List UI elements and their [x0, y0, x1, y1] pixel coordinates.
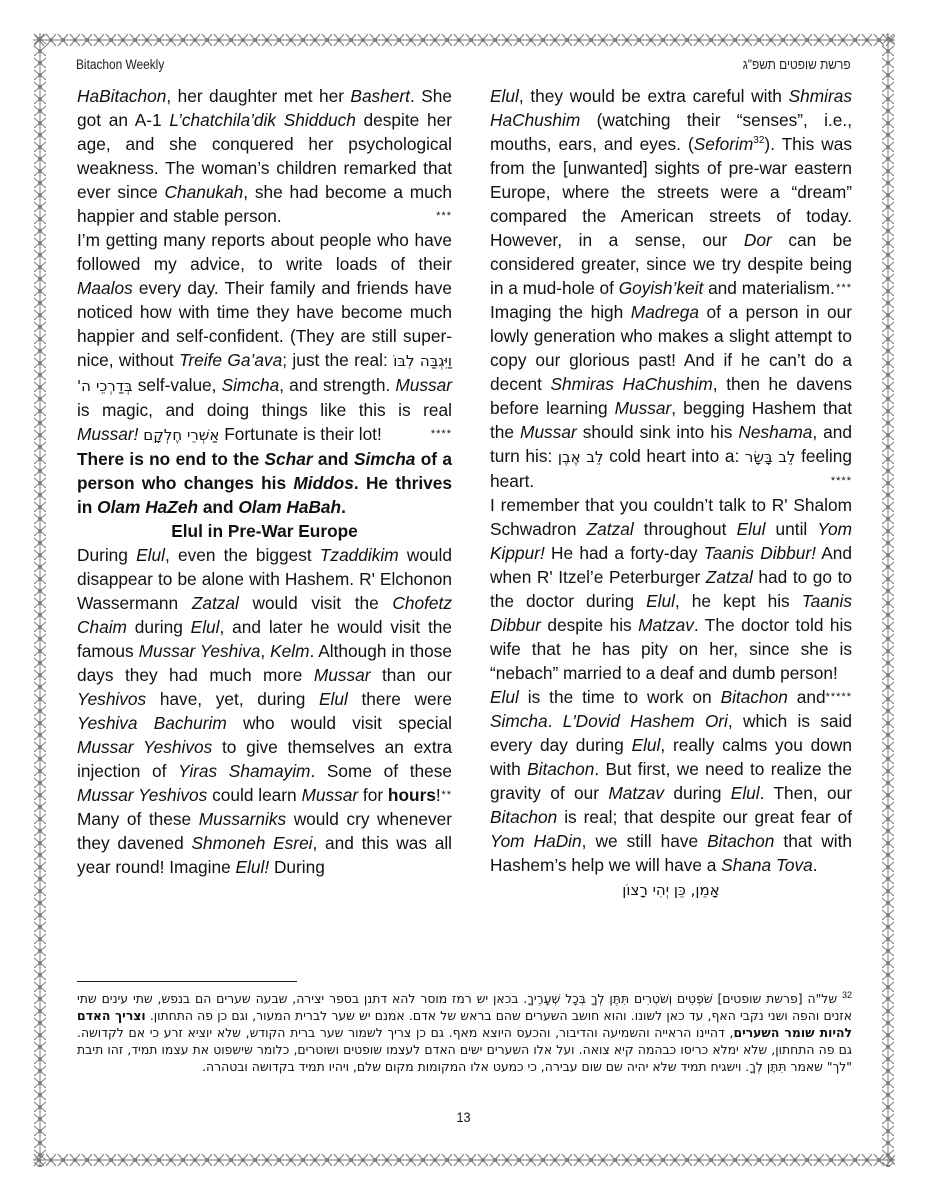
text: , he kept his	[674, 591, 802, 611]
section-separator: ****	[430, 428, 452, 440]
text: .	[341, 497, 346, 517]
italic-term: Olam HaZeh	[97, 497, 199, 517]
text: , they would be extra careful with	[518, 86, 789, 106]
text: , even the biggest	[164, 545, 320, 565]
italic-term: Shmoneh Esrei	[191, 833, 313, 853]
text: should sink into his	[576, 422, 739, 442]
text: would visit the	[238, 593, 393, 613]
italic-term: Schar	[264, 449, 313, 469]
italic-term: Seforim	[693, 134, 754, 154]
text: who would visit special	[226, 713, 452, 733]
italic-term: Mussarniks	[198, 809, 287, 829]
text: of a person who changes his	[77, 449, 452, 493]
text: During	[269, 857, 325, 877]
text: During	[77, 545, 137, 565]
text: that with Hashem’s help we will have a	[490, 831, 852, 875]
italic-term: Elul	[736, 519, 766, 539]
italic-term: Shmiras HaChushim	[550, 374, 713, 394]
text: .	[812, 855, 818, 875]
italic-term: Zatzal	[191, 593, 239, 613]
text: and	[312, 449, 354, 469]
parsha-title: פרשת שופטים תשפ"ג	[743, 57, 851, 72]
italic-term: Elul	[730, 783, 760, 803]
footnote	[77, 990, 852, 1075]
italic-term: Zatzal	[705, 567, 753, 587]
section-heading: Elul in Pre-War Europe	[171, 521, 358, 541]
closing-blessing	[490, 877, 852, 902]
text: (watching their “senses”, i.e., mouths, ears, and eyes. (	[490, 110, 852, 154]
text: throughout	[633, 519, 737, 539]
hebrew-quote: וַיִּגְבַּה לִבּוֹ בְּדַרְכֵי ה'	[77, 352, 452, 395]
text: There is no end to the	[77, 449, 265, 469]
text: . Some of these	[310, 761, 453, 781]
footnote-text: של"ה [פרשת שופטים] שֹׁפְטִים וְשֹׁטְרִים תִּתֶּן לְךָ בְּכָל שְׁעָרֶיךָ. בכאן יש רמז מוסר להא דתנן בספר יצירה, שבעה שערים הם בנפש, שתי עינים שתי אזנים והפה ושני נקבי האף, עד כאן לשונו. והוא חושב השערים שהם בראש של אדם. אמנם יש שער לברית המעור, וגם כן פה התחתון.	[77, 991, 852, 1023]
italic-term: Mussar	[614, 398, 672, 418]
text: . The doctor told his wife that he has pity on her, since she is “nebach” married to a deaf and dumb person!	[490, 615, 852, 683]
paragraph	[77, 543, 452, 807]
italic-term: Olam HaBah	[238, 497, 342, 517]
bold-term: hours	[387, 785, 436, 805]
italic-term: Elul!	[235, 857, 270, 877]
italic-term: Treife Ga’ava	[179, 350, 283, 370]
text: would disappear to be alone with Hashem. R' Elchonon Wassermann	[77, 545, 452, 613]
text: ; just the real:	[282, 350, 394, 370]
italic-term: Yeshivos	[77, 689, 147, 709]
italic-term: Bitachon	[707, 831, 775, 851]
hebrew-quote: לֵב אֶבֶן	[557, 448, 604, 466]
section-separator: ****	[830, 475, 852, 487]
text: despite his	[540, 615, 639, 635]
text: is real; that despite our great fear of	[557, 807, 852, 827]
italic-term: Shana Tova	[721, 855, 813, 875]
italic-term: Neshama	[738, 422, 813, 442]
text: would cry whenever they davened	[77, 809, 452, 853]
paragraph	[490, 685, 852, 877]
page-border-top	[33, 33, 895, 47]
text: self-value,	[132, 375, 222, 395]
text: feeling heart.	[490, 446, 852, 491]
footnote-reference[interactable]: 32	[753, 135, 765, 147]
text: ). This was from the [unwanted] sights of pre-war eastern Europe, where the streets were a “dream” compared the American streets of today. However, in a sense, our	[490, 134, 852, 250]
text: cold heart into a:	[603, 446, 745, 466]
italic-term: Simcha	[353, 449, 416, 469]
text: , really calms you down with	[490, 735, 852, 779]
left-column	[77, 84, 452, 879]
section-separator: ***	[436, 210, 452, 222]
italic-term: Simcha	[221, 375, 280, 395]
text: every day. Their family and friends have noticed how with time they have become much happier and self-confident. (They are still super-nice, without	[77, 278, 452, 370]
italic-term: Bashert	[350, 86, 410, 106]
italic-term: Elul	[319, 689, 348, 709]
italic-term: Elul	[490, 687, 519, 707]
italic-term: Mussar!	[77, 424, 139, 444]
text: despite her age, and she conquered her psychological weakness. The woman’s children remarked that ever since	[77, 110, 452, 202]
italic-term: Madrega	[630, 302, 700, 322]
text: I’m getting many reports about people who have followed my advice, to write loads of their	[77, 230, 452, 274]
text: !	[435, 785, 441, 805]
text: and materialism.	[703, 278, 835, 298]
italic-term: Shmiras HaChushim	[490, 86, 852, 130]
text: . Although in those days they had much more	[77, 641, 452, 685]
page-border-right	[881, 33, 895, 1167]
italic-term: Matzav	[638, 615, 694, 635]
italic-term: Mussar Yeshiva	[138, 641, 261, 661]
italic-term: Yiras Shamayim	[178, 761, 311, 781]
text: until	[765, 519, 818, 539]
hebrew-quote: לֵב בָּשָׂר	[744, 448, 796, 466]
italic-term: Maalos	[77, 278, 133, 298]
paragraph	[490, 84, 852, 300]
text: could learn	[207, 785, 302, 805]
page-border-left	[33, 33, 47, 1167]
italic-term: HaBitachon	[77, 86, 167, 106]
text: , and turn his:	[490, 422, 853, 466]
italic-term: Zatzal	[586, 519, 634, 539]
text: Many of these	[77, 809, 199, 829]
text: than our	[370, 665, 452, 685]
italic-term: Elul	[190, 617, 220, 637]
publication-title: Bitachon Weekly	[76, 57, 165, 72]
paragraph	[77, 84, 452, 228]
italic-term: Yeshiva Bachurim	[77, 713, 227, 733]
text: had to go to the doctor during	[490, 567, 852, 611]
italic-term: Simcha	[490, 711, 548, 731]
italic-term: Yom HaDin	[490, 831, 582, 851]
hebrew-closing: אָמֵן, כֵּן יְהִי רָצוֹן	[622, 881, 720, 899]
text: , and this was all year round! Imagine	[77, 833, 452, 877]
text: for	[358, 785, 388, 805]
italic-term: Dor	[743, 230, 772, 250]
page-number: 13	[456, 1109, 471, 1125]
text: , she had become a much happier and stable person.	[77, 182, 452, 226]
hebrew-quote: אַשְׁרֵי חֶלְקָם	[143, 426, 220, 444]
text: Fortunate is their lot!	[219, 424, 382, 444]
footnote-separator	[77, 981, 297, 982]
text: . Then, our	[759, 783, 852, 803]
section-separator: ***	[836, 282, 852, 294]
italic-term: Elul	[631, 735, 661, 755]
text: And when R' Itzel’e Peterburger	[490, 543, 852, 587]
text: can be considered greater, since we try despite being in a mud-hole of	[490, 230, 853, 298]
text: Imaging the high	[490, 302, 631, 322]
footnote-text: , דהיינו הראייה והשמיעה והדיבור, והכעס היוצא מאף. גם כן צריך לשמור שער ברית הקודש, שלא יוציא זרע כי אם לקדושה. גם פה התחתון, שלא ימלא כריסו כבהמה קיא צואה. ועל אלו השערים ישים האדם לעצמו שופטים ושוטרים, כלומר שישפוט את עצמו תמיד, זהו תיבת "לך" שאמר תִּתֶּן לְךָ. וישגיח תמיד שלא יהיה שם שום עבירה, כי כמעט אלו המקומות מקום שלם, ויהיו תמיד בקדושה ובטהרה.	[77, 1025, 852, 1074]
text: . He thrives in	[77, 473, 452, 517]
text: is the time to work on	[518, 687, 721, 707]
italic-term: Yom Kippur!	[490, 519, 852, 563]
text: and	[198, 497, 239, 517]
text: ,	[260, 641, 271, 661]
text: of a person in our lowly generation who makes a slight attempt to copy our glorious past! And if he can’t do a decent	[490, 302, 852, 394]
text: .	[547, 711, 563, 731]
text: He had a forty-day	[544, 543, 704, 563]
text: , we still have	[581, 831, 708, 851]
footnote-bold-text: וצריך האדם להיות שומר השערים	[77, 1008, 852, 1040]
italic-term: Chanukah	[164, 182, 244, 202]
text: during	[126, 617, 191, 637]
text: , then he davens before learning	[490, 374, 852, 418]
italic-term: Mussar Yeshivos	[77, 785, 208, 805]
italic-term: Mussar	[313, 665, 371, 685]
paragraph	[77, 807, 452, 879]
italic-term: Kelm	[270, 641, 310, 661]
italic-term: Goyish’keit	[618, 278, 704, 298]
italic-term: Mussar	[301, 785, 359, 805]
bold-paragraph	[77, 447, 452, 519]
text: have, yet, during	[146, 689, 319, 709]
italic-term: Middos	[293, 473, 354, 493]
text: I remember that you couldn’t talk to R' Shalom Schwadron	[490, 495, 852, 539]
paragraph	[77, 228, 452, 447]
italic-term: Bitachon	[527, 759, 595, 779]
italic-term: Elul	[490, 86, 519, 106]
right-column	[490, 84, 852, 902]
text: is magic, and doing things like this is real	[77, 400, 452, 420]
text: . She got an A-1	[77, 86, 452, 130]
section-separator: *****	[825, 691, 852, 703]
text: to give themselves an extra injection of	[77, 737, 452, 781]
italic-term: Elul	[136, 545, 165, 565]
italic-term: L’chatchila’dik Shidduch	[169, 110, 356, 130]
text: and	[787, 687, 826, 707]
text: , which is said every day during	[490, 711, 852, 755]
italic-term: Matzav	[608, 783, 665, 803]
italic-term: Chofetz Chaim	[77, 593, 452, 637]
text: , begging Hashem that the	[490, 398, 852, 442]
text: during	[664, 783, 731, 803]
text: , her daughter met her	[166, 86, 351, 106]
italic-term: L'Dovid Hashem Ori	[562, 711, 728, 731]
italic-term: Bitachon	[490, 807, 558, 827]
italic-term: Mussar	[520, 422, 577, 442]
text: , and strength.	[279, 375, 396, 395]
footnote-number: 32	[841, 989, 852, 1000]
text: . But first, we need to realize the gravity of our	[490, 759, 852, 803]
italic-term: Taanis Dibbur!	[703, 543, 816, 563]
paragraph	[490, 300, 852, 493]
text: , and later he would visit the famous	[77, 617, 452, 661]
italic-term: Mussar	[395, 375, 452, 395]
page-border-bottom	[33, 1153, 895, 1167]
italic-term: Taanis Dibbur	[490, 591, 852, 635]
italic-term: Elul	[646, 591, 675, 611]
text: there were	[347, 689, 453, 709]
italic-term: Mussar Yeshivos	[77, 737, 213, 757]
section-separator: **	[441, 789, 452, 801]
italic-term: Bitachon	[720, 687, 788, 707]
italic-term: Tzaddikim	[319, 545, 399, 565]
